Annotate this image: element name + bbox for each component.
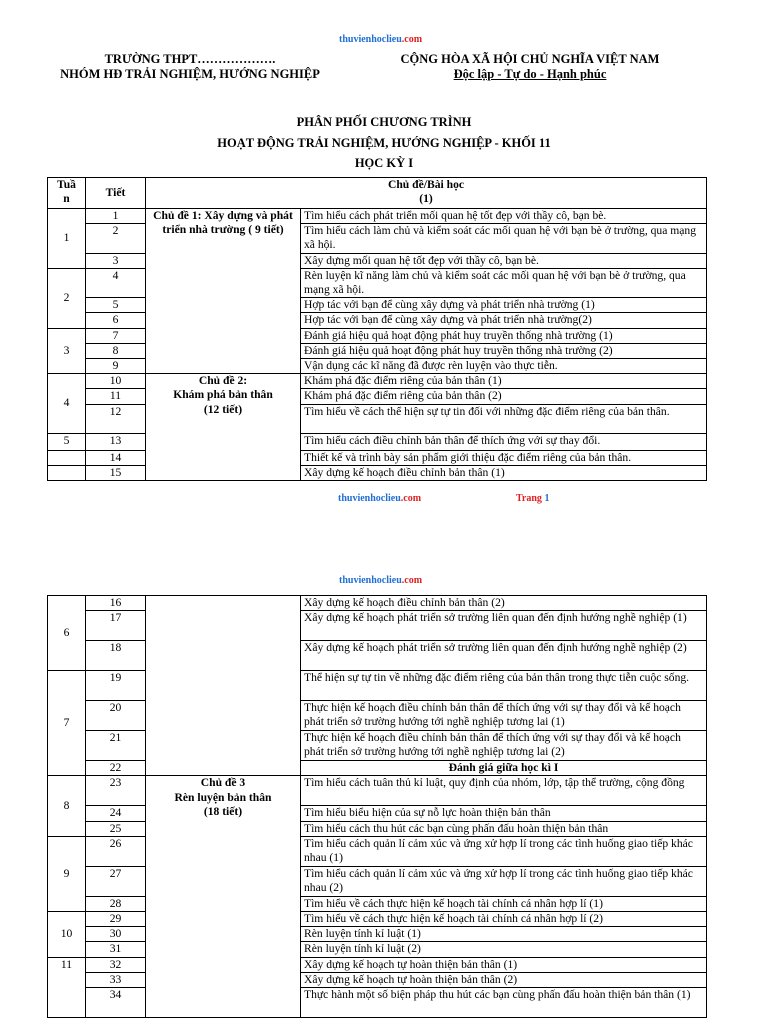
lesson-cell: 20 xyxy=(86,701,146,731)
watermark-top: thuvienhoclieu.com xyxy=(339,34,423,45)
week-cell: 5 xyxy=(48,433,86,450)
topic-1-cell: Chủ đề 1: Xây dựng và phát triển nhà trường ( 9 tiết) xyxy=(146,209,301,374)
lesson-content: Xây dựng kế hoạch tự hoàn thiện bản thân (2) xyxy=(301,972,707,987)
doc-title: PHÂN PHỐI CHƯƠNG TRÌNH xyxy=(296,115,472,129)
lesson-cell: 24 xyxy=(86,806,146,821)
lesson-cell: 33 xyxy=(86,972,146,987)
lesson-content: Đánh giá hiệu quả hoạt động phát huy truyền thống nhà trường (1) xyxy=(301,328,707,343)
midterm-label: Đánh giá giữa học kì I xyxy=(301,761,707,776)
lesson-cell: 21 xyxy=(86,731,146,761)
header-topic: Chủ đề/Bài học (1) xyxy=(146,178,707,209)
lesson-content: Tìm hiểu về cách thể hiện sự tự tin đối với những đặc điểm riêng của bản thân. xyxy=(301,404,707,433)
table-row xyxy=(48,776,707,806)
lesson-content: Thực hiện kế hoạch điều chỉnh bản thân để thích ứng với sự thay đổi và kế hoạch phát triển sở trường hướng tới nghề nghiệp tương lai (2) xyxy=(301,731,707,761)
table-row xyxy=(48,374,707,389)
watermark-footer: thuvienhoclieu.com xyxy=(338,493,422,504)
group-name: NHÓM HĐ TRẢI NGHIỆM, HƯỚNG NGHIỆP xyxy=(60,67,320,81)
lesson-cell: 32 xyxy=(86,957,146,972)
week-cell-empty xyxy=(48,450,86,465)
table-row xyxy=(48,596,707,611)
lesson-cell: 15 xyxy=(86,465,146,480)
lesson-content: Thực hiện kế hoạch điều chỉnh bản thân để thích ứng với sự thay đổi và kế hoạch phát triển sở trường hướng tới nghề nghiệp tương lai (1) xyxy=(301,701,707,731)
lesson-content: Thiết kế và trình bày sản phẩm giới thiệu đặc điểm riêng của bản thân. xyxy=(301,450,707,465)
week-cell: 10 xyxy=(48,912,86,958)
lesson-cell: 14 xyxy=(86,450,146,465)
week-cell: 7 xyxy=(48,671,86,776)
lesson-cell: 6 xyxy=(86,313,146,328)
lesson-cell: 27 xyxy=(86,866,146,896)
lesson-cell: 30 xyxy=(86,927,146,942)
schedule-table-page2 xyxy=(47,595,707,1018)
schedule-table-page1 xyxy=(47,177,707,481)
week-cell: 6 xyxy=(48,596,86,671)
doc-semester: HỌC KỲ I xyxy=(354,156,414,170)
lesson-cell: 8 xyxy=(86,343,146,358)
lesson-content: Tìm hiểu cách thu hút các bạn cùng phấn đấu hoàn thiện bản thân xyxy=(301,821,707,836)
header-lesson: Tiết xyxy=(86,178,146,209)
lesson-content: Xây dựng mối quan hệ tốt đẹp với thầy cô, bạn bè. xyxy=(301,253,707,268)
week-cell: 2 xyxy=(48,268,86,328)
lesson-content: Tìm hiểu về cách thực hiện kế hoạch tài chính cá nhân hợp lí (2) xyxy=(301,912,707,927)
table-header-row xyxy=(48,178,707,209)
lesson-cell: 22 xyxy=(86,761,146,776)
lesson-content: Xây dựng kế hoạch tự hoàn thiện bản thân (1) xyxy=(301,957,707,972)
lesson-content: Khám phá đặc điểm riêng của bản thân (1) xyxy=(301,374,707,389)
lesson-content: Thực hành một số biện pháp thu hút các bạn cùng phấn đấu hoàn thiện bản thân (1) xyxy=(301,988,707,1018)
topic-3-cell: Chủ đề 3 Rèn luyện bản thân (18 tiết) xyxy=(146,776,301,1018)
lesson-cell: 34 xyxy=(86,988,146,1018)
week-cell-empty xyxy=(48,465,86,480)
lesson-content: Rèn luyện tính kỉ luật (2) xyxy=(301,942,707,957)
lesson-cell: 28 xyxy=(86,896,146,911)
week-cell: 9 xyxy=(48,836,86,911)
table-row xyxy=(48,209,707,224)
lesson-cell: 17 xyxy=(86,611,146,641)
lesson-content: Tìm hiểu cách phát triển mối quan hệ tốt đẹp với thầy cô, bạn bè. xyxy=(301,209,707,224)
lesson-content: Rèn luyện tính kỉ luật (1) xyxy=(301,927,707,942)
lesson-cell: 9 xyxy=(86,359,146,374)
lesson-cell: 4 xyxy=(86,268,146,297)
lesson-cell: 10 xyxy=(86,374,146,389)
lesson-content: Tìm hiểu cách quản lí cảm xúc và ứng xử hợp lí trong các tình huống giao tiếp khác nhau (2) xyxy=(301,866,707,896)
lesson-content: Tìm hiểu biểu hiện của sự nỗ lực hoàn thiện bản thân xyxy=(301,806,707,821)
lesson-content: Xây dựng kế hoạch phát triển sở trường liên quan đến định hướng nghề nghiệp (2) xyxy=(301,641,707,671)
topic-cell-empty xyxy=(146,596,301,776)
national-header xyxy=(380,52,680,82)
lesson-content: Xây dựng kế hoạch điều chỉnh bản thân (2) xyxy=(301,596,707,611)
lesson-cell: 1 xyxy=(86,209,146,224)
lesson-cell: 12 xyxy=(86,404,146,433)
school-name: TRƯỜNG THPT………………. xyxy=(104,52,276,66)
lesson-content: Rèn luyện kĩ năng làm chủ và kiểm soát các mối quan hệ với bạn bè ở trường, qua mạng xã hội. xyxy=(301,268,707,297)
lesson-content: Đánh giá hiệu quả hoạt động phát huy truyền thống nhà trường (2) xyxy=(301,343,707,358)
lesson-cell: 18 xyxy=(86,641,146,671)
lesson-content: Khám phá đặc điểm riêng của bản thân (2) xyxy=(301,389,707,404)
week-cell: 8 xyxy=(48,776,86,836)
lesson-cell: 31 xyxy=(86,942,146,957)
lesson-content: Tìm hiểu cách điều chỉnh bản thân để thích ứng với sự thay đổi. xyxy=(301,433,707,450)
watermark-top-page2: thuvienhoclieu.com xyxy=(339,575,423,586)
doc-subtitle: HOẠT ĐỘNG TRẢI NGHIỆM, HƯỚNG NGHIỆP - KHỐI 11 xyxy=(217,136,551,150)
lesson-cell: 5 xyxy=(86,298,146,313)
lesson-cell: 11 xyxy=(86,389,146,404)
lesson-content: Tìm hiểu cách tuân thủ kỉ luật, quy định của nhóm, lớp, tập thể trường, cộng đồng xyxy=(301,776,707,806)
header-week: Tuầ n xyxy=(48,178,86,209)
lesson-cell: 23 xyxy=(86,776,146,806)
lesson-content: Vận dụng các kĩ năng đã được rèn luyện vào thực tiễn. xyxy=(301,359,707,374)
page-number: Trang 1 xyxy=(516,493,550,504)
lesson-cell: 19 xyxy=(86,671,146,701)
lesson-content: Hợp tác với bạn để cùng xây dựng và phát triển nhà trường(2) xyxy=(301,313,707,328)
lesson-cell: 25 xyxy=(86,821,146,836)
lesson-cell: 3 xyxy=(86,253,146,268)
lesson-content: Thể hiện sự tự tin về những đặc điểm riêng của bản thân trong thực tiễn cuộc sống. xyxy=(301,671,707,701)
week-cell: 4 xyxy=(48,374,86,433)
lesson-content: Tìm hiểu cách quản lí cảm xúc và ứng xử hợp lí trong các tình huống giao tiếp khác nhau (1) xyxy=(301,836,707,866)
lesson-cell: 16 xyxy=(86,596,146,611)
lesson-cell: 13 xyxy=(86,433,146,450)
lesson-content: Tìm hiểu cách làm chủ và kiểm soát các mối quan hệ với bạn bè ở trường, qua mạng xã hội. xyxy=(301,224,707,253)
country-name: CỘNG HÒA XÃ HỘI CHỦ NGHĨA VIỆT NAM xyxy=(400,52,660,66)
lesson-content: Tìm hiểu về cách thực hiện kế hoạch tài chính cá nhân hợp lí (1) xyxy=(301,896,707,911)
lesson-cell: 29 xyxy=(86,912,146,927)
week-cell: 3 xyxy=(48,328,86,374)
lesson-content: Xây dựng kế hoạch phát triển sở trường liên quan đến định hướng nghề nghiệp (1) xyxy=(301,611,707,641)
school-header xyxy=(40,52,340,82)
motto: Độc lập - Tự do - Hạnh phúc xyxy=(453,67,607,81)
week-cell: 11 xyxy=(48,957,86,1017)
lesson-content: Hợp tác với bạn để cùng xây dựng và phát triển nhà trường (1) xyxy=(301,298,707,313)
topic-2-cell: Chủ đề 2: Khám phá bản thân (12 tiết) xyxy=(146,374,301,481)
lesson-cell: 26 xyxy=(86,836,146,866)
lesson-cell: 2 xyxy=(86,224,146,253)
lesson-cell: 7 xyxy=(86,328,146,343)
week-cell: 1 xyxy=(48,209,86,269)
lesson-content: Xây dựng kế hoạch điều chỉnh bản thân (1) xyxy=(301,465,707,480)
